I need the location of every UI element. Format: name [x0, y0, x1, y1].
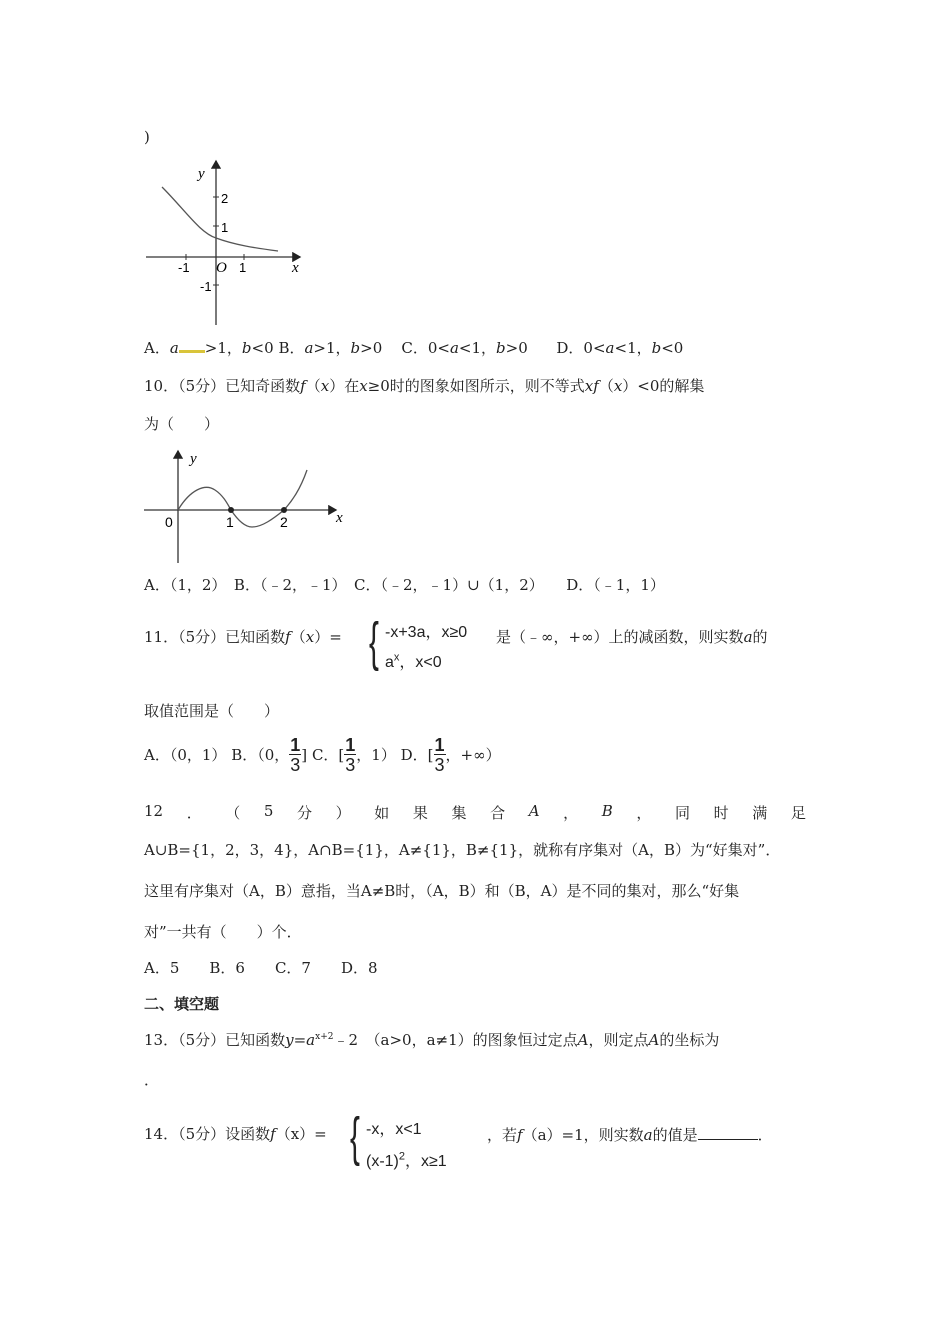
q9-graph: [140, 155, 310, 330]
q11-x: x: [305, 628, 315, 646]
q11-option-b-pre: B．（0，: [231, 746, 290, 764]
q13-pt: A: [577, 1031, 589, 1049]
q12-tok: 合: [490, 804, 506, 822]
fraction-one-third: [344, 736, 356, 774]
q12-tok: 5: [263, 802, 274, 820]
q10-x: x: [320, 377, 330, 395]
q9-option-c-t4: b: [496, 339, 506, 357]
q10-xf: xf: [584, 377, 599, 395]
brace-glyph: {: [369, 612, 379, 672]
q11-option-d-post: ，+∞）: [445, 746, 501, 764]
q14-line1: [144, 1127, 327, 1142]
q9-label-y2: 2: [221, 191, 229, 206]
highlight-mark: [179, 342, 205, 353]
q10-text-a: 10．（5分）已知奇函数: [144, 377, 301, 395]
q10-label-y: y: [190, 451, 197, 467]
q9-options: [144, 341, 683, 356]
q11-prefix: 11．（5分）已知函数: [144, 628, 286, 646]
q9-option-c-t3: <1，: [458, 339, 497, 357]
q14-prefix: 14．（5分）设函数: [144, 1125, 271, 1143]
q9-paren-close: ): [144, 128, 150, 146]
q12-tok: 果: [412, 804, 428, 822]
q14-piece2-b: ，x≥1: [405, 1153, 447, 1170]
q9-option-b-r2: >1，: [313, 339, 351, 357]
q14-suffix: [487, 1127, 773, 1143]
q9-option-a-label: A．: [144, 339, 170, 357]
q9-option-d-t3: <1，: [614, 339, 652, 357]
q14-suffix-c: 的值是: [652, 1126, 698, 1144]
q12-tok: 如: [374, 804, 390, 822]
q11-option-a: A．（0，1）: [144, 746, 227, 764]
q12-tok: （: [225, 804, 241, 822]
q12-tok: ，: [563, 804, 579, 822]
q12-tok: 足: [790, 804, 806, 822]
q14-suffix-var: a: [643, 1126, 653, 1144]
q10-point-1: [228, 507, 234, 513]
q9-curve: [162, 187, 278, 251]
q11-line1-suffix: [496, 630, 768, 645]
q11-option-d-pre: D．[: [400, 746, 434, 764]
q10-point-2: [281, 507, 287, 513]
fraction-one-third: [289, 736, 301, 774]
q11-piece1: -x+3a，x≥0: [385, 624, 468, 641]
q9-label-y1: 1: [221, 220, 229, 235]
q9-option-b-label: B．: [278, 339, 305, 357]
q11-option-c-post: ，1）: [356, 746, 396, 764]
q13-exp: x+2: [315, 1032, 334, 1042]
q9-option-c-label: C．: [401, 339, 428, 357]
q11-suffix-var: a: [743, 628, 753, 646]
q11-options: [144, 736, 501, 774]
q14-piece1: -x，x<1: [366, 1121, 422, 1138]
fraction-one-third: [434, 736, 446, 774]
q9-option-b-b: b: [350, 339, 361, 357]
q12-line3: 这里有序集对（A，B）意指，当A≠B时，（A，B）和（B，A）是不同的集对，那么“好集: [144, 882, 740, 900]
q12-tok: 满: [752, 804, 768, 822]
q10-text-f: ）<0的解集: [622, 377, 705, 395]
q10-options: A．（1，2） B．（﹣2，﹣1） C．（﹣2，﹣1）∪（1，2） D．（﹣1，1）: [144, 576, 665, 594]
q12-options: A．5 B．6 C．7 D．8: [144, 959, 378, 977]
q9-option-d-t5: <0: [661, 339, 684, 357]
q14-suffix-b: （a）=1，则实数: [522, 1126, 644, 1144]
brace-glyph: {: [350, 1107, 360, 1167]
q9-option-d-t4: b: [651, 339, 662, 357]
q9-label-xn1: -1: [178, 260, 190, 275]
q12-tok-B: B: [601, 802, 613, 820]
q9-option-a-b: b: [241, 339, 252, 357]
q13-pt2: A: [648, 1031, 660, 1049]
q9-option-c-t5: >0: [505, 339, 528, 357]
q10-x2: x: [359, 377, 368, 395]
q13-rest2: ，则定点: [588, 1031, 649, 1049]
q10-line1: [144, 379, 704, 394]
q11-piece2-rest: ，x<0: [399, 654, 442, 671]
q12-tok: ，: [636, 804, 652, 822]
q11-frac-num-d: 1: [434, 735, 445, 755]
q11-frac-den-c: 3: [345, 755, 356, 775]
q13-line1: [144, 1033, 719, 1048]
q13-prefix: 13．（5分）已知函数: [144, 1031, 286, 1049]
q9-option-d-label: D．: [556, 339, 584, 357]
q9-option-d-t1: 0<: [583, 339, 606, 357]
q9-option-c-t1: 0<: [427, 339, 450, 357]
section-title: 二、填空题: [144, 996, 220, 1013]
q10-text-c: ）在: [329, 377, 360, 395]
q12-line2: A∪B={1，2，3，4}，A∩B={1}，A≠{1}，B≠{1}，就称有序集对（A，B）为“好集对”．: [144, 841, 781, 859]
q13-yeq: y=a: [285, 1031, 316, 1049]
q14-piece2: [366, 1148, 447, 1171]
q14-piece2-a: (x-1): [366, 1153, 399, 1170]
q11-piece2: [385, 649, 442, 672]
q14-piece2-exp: 2: [398, 1150, 406, 1163]
q12-tok: 集: [451, 804, 467, 822]
q12-tok: 同: [674, 804, 690, 822]
q13-rest: ﹣2 （a>0，a≠1）的图象恒过定点: [333, 1031, 578, 1049]
q9-option-a-var: a: [169, 339, 179, 357]
q9-option-b-r4: >0: [360, 339, 383, 357]
q9-option-d-t2: a: [605, 339, 615, 357]
q14-suffix-a: ，若: [487, 1126, 518, 1144]
q12-tok: 时: [713, 804, 729, 822]
q10-label-1: 1: [226, 514, 234, 530]
q11-piece2-base: a: [385, 654, 394, 671]
q12-tok: ）: [335, 804, 351, 822]
q10-text-b: （: [305, 377, 321, 395]
q10-label-2: 2: [280, 514, 288, 530]
q9-label-origin: O: [216, 260, 227, 276]
q11-paren: （: [290, 628, 306, 646]
q11-frac-den-b: 3: [290, 755, 301, 775]
q9-option-b-a: a: [304, 339, 314, 357]
q14-suffix-end: ．: [757, 1126, 773, 1144]
q10-x3: x: [613, 377, 623, 395]
q12-line4: 对”一共有（ ）个．: [144, 923, 302, 941]
q9-label-yn1: -1: [200, 279, 212, 294]
q14-piecewise: [350, 1107, 490, 1172]
q11-suffix-a: 是（﹣∞，+∞）上的减函数，则实数: [496, 628, 744, 646]
q13-line2: ．: [144, 1071, 160, 1089]
q11-frac-num-b: 1: [290, 735, 301, 755]
q10-label-x: x: [336, 510, 343, 526]
q11-option-b-post: ]: [301, 746, 308, 764]
q11-line1: [144, 630, 342, 645]
q14-suffix-f: f: [517, 1126, 523, 1144]
q11-option-c-pre: C．[: [311, 746, 345, 764]
q11-eq: ）=: [314, 628, 342, 646]
answer-blank[interactable]: [698, 1127, 758, 1140]
q14-fx: （x）=: [275, 1125, 327, 1143]
q12-tok: 12: [144, 802, 164, 820]
q10-label-origin: 0: [165, 514, 173, 530]
q11-f: f: [285, 628, 291, 646]
q10-f: f: [300, 377, 306, 395]
q10-text-e: （: [598, 377, 614, 395]
q14-f: f: [270, 1125, 276, 1143]
q9-option-a-tail: <0: [251, 339, 274, 357]
q12-tok: 分: [297, 804, 313, 822]
q11-suffix-b: 的: [752, 628, 768, 646]
q13-rest3: 的坐标为: [659, 1031, 720, 1049]
q11-piecewise: [369, 612, 495, 675]
q9-label-x1: 1: [239, 260, 247, 275]
q9-option-c-t2: a: [449, 339, 459, 357]
q11-line2: 取值范围是（ ）: [144, 702, 280, 720]
q11-frac-num-c: 1: [345, 735, 356, 755]
q10-text-d: ≥0时的图象如图所示，则不等式: [367, 377, 585, 395]
q12-tok-A: A: [528, 802, 540, 820]
q9-option-a-rest: >1，: [204, 339, 242, 357]
q10-line2: 为（ ）: [144, 415, 220, 433]
q9-label-y: y: [198, 166, 205, 182]
q12-line1: [144, 802, 806, 823]
q12-tok: ．: [186, 804, 202, 822]
q11-frac-den-d: 3: [434, 755, 445, 775]
q10-graph: [140, 445, 355, 570]
q9-label-x: x: [292, 260, 299, 276]
q11-piece2-exp: x: [393, 651, 400, 664]
